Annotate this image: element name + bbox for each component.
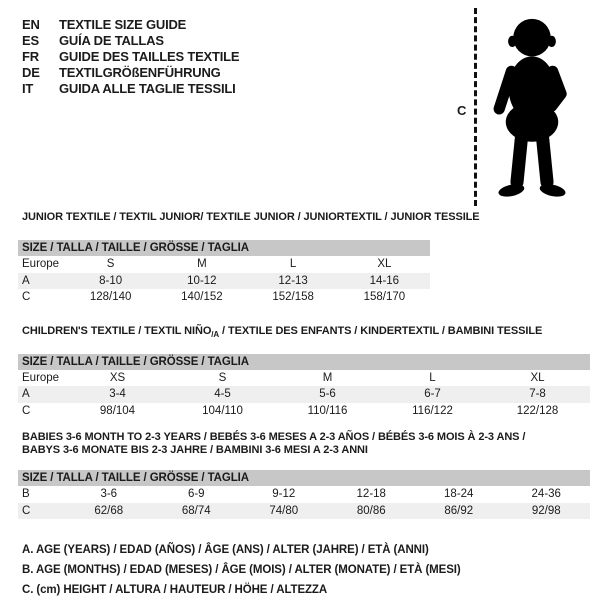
language-row xyxy=(22,49,239,65)
height-measure-dashed-line xyxy=(474,8,477,206)
table-row xyxy=(18,273,430,290)
size-tables-area xyxy=(18,211,590,519)
table-cell: 62/68 xyxy=(94,504,124,517)
row-label: Europe xyxy=(22,258,60,270)
section-title-babies xyxy=(18,431,590,457)
table-cell: 6-9 xyxy=(187,488,205,500)
table-cell: 12-18 xyxy=(356,488,386,500)
table-cell: 98/104 xyxy=(99,404,136,417)
language-label: GUIDE DES TAILLES TEXTILE xyxy=(59,49,240,64)
table-cell: 122/128 xyxy=(516,404,559,417)
table-cell: XS xyxy=(109,371,126,384)
table-cell: M xyxy=(322,371,333,384)
table-cell: 92/98 xyxy=(531,504,561,517)
section-title-line xyxy=(22,211,480,224)
table-cell: S xyxy=(218,371,227,384)
row-label: A xyxy=(22,274,30,287)
language-code: FR xyxy=(22,49,39,64)
section-title-line xyxy=(22,444,590,457)
language-label: GUÍA DE TALLAS xyxy=(59,33,164,48)
language-code: EN xyxy=(22,17,40,32)
table-cell: L xyxy=(429,371,436,384)
size-table-children xyxy=(18,370,590,420)
table-row xyxy=(18,370,590,387)
row-label: C xyxy=(22,504,31,517)
language-label: TEXTILE SIZE GUIDE xyxy=(59,17,187,32)
row-label: C xyxy=(22,291,31,303)
section-junior-textile xyxy=(18,211,480,306)
size-table-junior xyxy=(18,256,430,306)
language-code: IT xyxy=(22,81,34,96)
table-cell: 18-24 xyxy=(444,488,474,500)
footnote: B. AGE (MONTHS) / EDAD (MESES) / ÂGE (MOIS) / ALTER (MONATE) / ETÀ (MESI) xyxy=(22,564,461,576)
table-row xyxy=(18,289,430,306)
subscript-text: /A xyxy=(211,329,220,339)
table-cell: S xyxy=(106,258,115,270)
section-childrens-textile xyxy=(18,325,590,420)
height-measure-label: C xyxy=(457,103,467,118)
language-row xyxy=(22,33,239,49)
row-label: Europe xyxy=(22,371,60,384)
table-cell: 128/140 xyxy=(89,291,132,303)
table-cell: 12-13 xyxy=(278,274,308,287)
table-cell: 68/74 xyxy=(181,504,211,517)
language-row xyxy=(22,81,239,97)
table-row xyxy=(18,403,590,420)
section-title-line xyxy=(22,431,590,444)
section-title-junior xyxy=(18,211,480,224)
size-header-bar-children: SIZE / TALLA / TAILLE / GRÖSSE / TAGLIA xyxy=(18,354,590,370)
table-cell: 110/116 xyxy=(307,404,348,417)
table-cell: 140/152 xyxy=(181,291,223,303)
table-cell: 7-8 xyxy=(529,388,546,400)
baby-silhouette-image xyxy=(487,6,577,208)
table-cell: 116/122 xyxy=(412,404,453,417)
table-cell: 6-7 xyxy=(424,388,441,400)
title-text: BABIES 3-6 MONTH TO 2-3 YEARS / BEBÉS 3-6 MESES A 2-3 AÑOS / BÉBÉS 3-6 MOIS À 2-3 ANS / xyxy=(22,431,526,443)
table-cell: 9-12 xyxy=(272,488,296,500)
row-label: C xyxy=(22,404,31,417)
table-cell: M xyxy=(197,258,207,270)
title-text: / TEXTILE DES ENFANTS / KINDERTEXTIL / BAMBINI TESSILE xyxy=(219,324,543,337)
table-cell: XL xyxy=(377,258,392,270)
table-cell: 10-12 xyxy=(187,274,217,287)
language-code: DE xyxy=(22,65,40,80)
table-cell: 5-6 xyxy=(319,388,336,400)
title-text: BABYS 3-6 MONATE BIS 2-3 JAHRE / BAMBINI 3-6 MESI A 2-3 ANNI xyxy=(22,444,368,456)
footnotes-block xyxy=(22,540,461,600)
table-row xyxy=(18,486,590,503)
table-cell: 86/92 xyxy=(444,504,474,517)
section-title-line xyxy=(22,325,590,341)
language-label: GUIDA ALLE TAGLIE TESSILI xyxy=(59,81,236,96)
size-header-bar-junior: SIZE / TALLA / TAILLE / GRÖSSE / TAGLIA xyxy=(18,240,430,256)
language-title-block xyxy=(22,17,239,97)
table-row xyxy=(18,503,590,520)
table-cell: 24-36 xyxy=(531,488,561,500)
table-cell: L xyxy=(289,258,297,270)
size-header-bar-babies: SIZE / TALLA / TAILLE / GRÖSSE / TAGLIA xyxy=(18,470,590,486)
row-label: A xyxy=(22,388,30,400)
row-label: B xyxy=(22,488,30,500)
table-cell: 80/86 xyxy=(356,504,386,517)
size-table-babies xyxy=(18,486,590,519)
table-cell: 8-10 xyxy=(99,274,123,287)
footnote: C. (cm) HEIGHT / ALTURA / HAUTEUR / HÖHE / ALTEZZA xyxy=(22,584,328,596)
table-cell: 3-6 xyxy=(100,488,118,500)
language-row xyxy=(22,17,239,33)
table-cell: 14-16 xyxy=(369,274,400,287)
table-cell: 152/158 xyxy=(272,291,314,303)
table-row xyxy=(18,256,430,273)
language-label: TEXTILGRÖßENFÜHRUNG xyxy=(59,65,221,80)
title-text: JUNIOR TEXTILE / TEXTIL JUNIOR/ TEXTILE JUNIOR / JUNIORTEXTIL / JUNIOR TESSILE xyxy=(22,211,480,223)
table-cell: 74/80 xyxy=(269,504,299,517)
footnote: A. AGE (YEARS) / EDAD (AÑOS) / ÂGE (ANS) / ALTER (JAHRE) / ETÀ (ANNI) xyxy=(22,544,429,556)
table-cell: 158/170 xyxy=(363,291,406,303)
table-cell: 104/110 xyxy=(202,404,243,417)
table-cell: 3-4 xyxy=(109,388,126,400)
title-text: CHILDREN'S TEXTILE / TEXTIL NIÑO xyxy=(22,324,212,337)
table-cell: XL xyxy=(530,371,545,384)
section-babies-textile xyxy=(18,431,590,519)
section-title-children xyxy=(18,325,590,341)
language-code: ES xyxy=(22,33,39,48)
table-cell: 4-5 xyxy=(214,388,231,400)
table-row xyxy=(18,386,590,403)
language-row xyxy=(22,65,239,81)
